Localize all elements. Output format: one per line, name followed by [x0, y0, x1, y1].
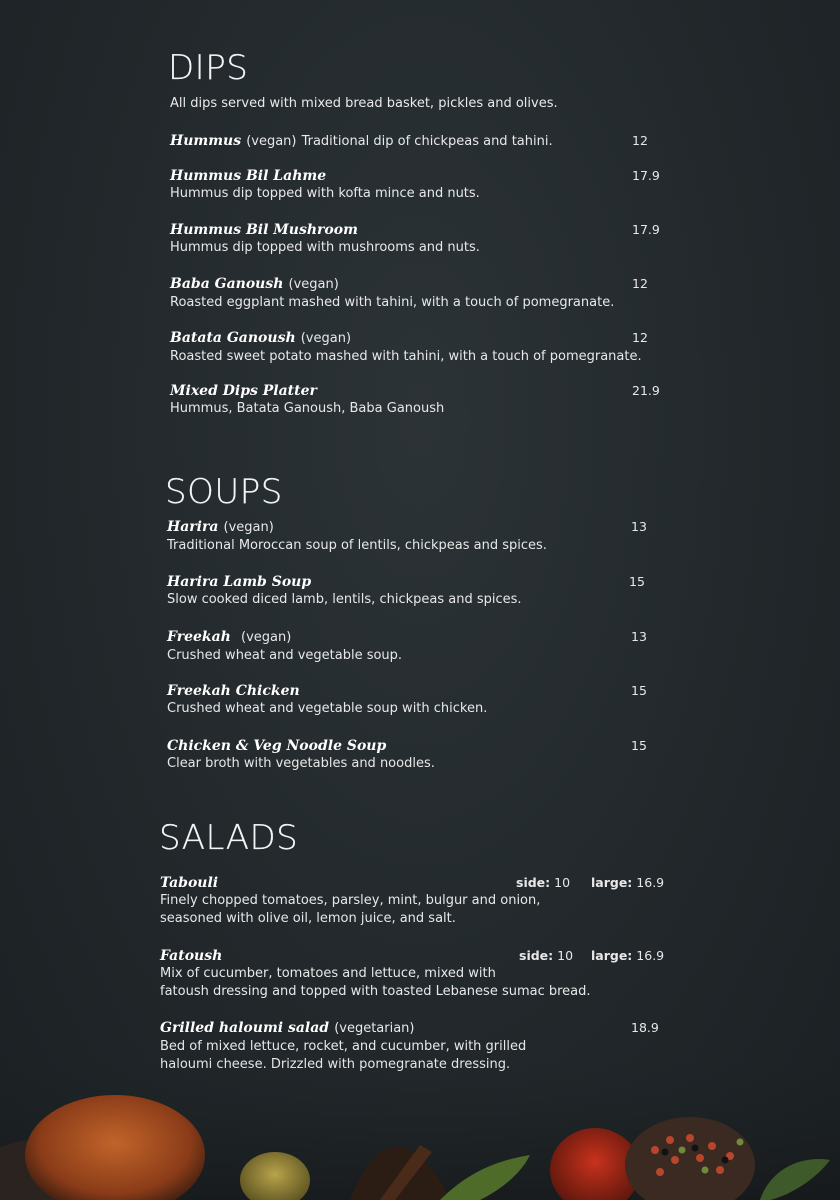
side-value: 10	[554, 875, 571, 890]
soups-heading: SOUPS	[165, 472, 283, 512]
item-description: Roasted sweet potato mashed with tahini, with a touch of pomegranate.	[170, 349, 642, 364]
item-description: Slow cooked diced lamb, lentils, chickpeas and spices.	[167, 592, 522, 607]
item-description: Finely chopped tomatoes, parsley, mint, bulgur and onion,	[160, 893, 541, 908]
item-name: Grilled haloumi salad	[160, 1020, 330, 1036]
side-label: side:	[516, 875, 551, 890]
item-description: seasoned with olive oil, lemon juice, and salt.	[160, 911, 456, 926]
large-label: large:	[591, 948, 633, 963]
dips-heading: DIPS	[168, 48, 249, 88]
item-price: 17.9	[632, 222, 660, 237]
item-name: Hummus Bil Lahme	[170, 168, 327, 184]
item-description: Crushed wheat and vegetable soup with chicken.	[167, 701, 488, 716]
item-name: Fatoush	[160, 948, 223, 964]
dips-intro: All dips served with mixed bread basket, pickles and olives.	[170, 96, 558, 111]
menu-item	[167, 681, 487, 718]
large-price	[591, 875, 664, 890]
menu-item	[167, 517, 547, 555]
item-name: Freekah Chicken	[167, 683, 300, 699]
item-description: Mix of cucumber, tomatoes and lettuce, mixed with	[160, 966, 496, 981]
item-name: Chicken & Veg Noodle Soup	[167, 738, 387, 754]
item-name: Hummus	[170, 133, 242, 149]
item-tag: (vegan)	[288, 277, 339, 292]
item-description: Traditional dip of chickpeas and tahini.	[301, 134, 553, 149]
item-price: 12	[632, 133, 648, 148]
item-price: 17.9	[632, 168, 660, 183]
item-name: Harira	[167, 519, 219, 535]
menu-item	[170, 131, 553, 151]
item-description: Traditional Moroccan soup of lentils, chickpeas and spices.	[167, 538, 547, 553]
item-tag: (vegan)	[223, 520, 274, 535]
large-label: large:	[591, 875, 633, 890]
item-name: Tabouli	[160, 875, 219, 891]
item-price: 12	[632, 330, 648, 345]
item-name: Freekah	[167, 629, 231, 645]
item-name: Batata Ganoush	[170, 330, 296, 346]
item-description: Clear broth with vegetables and noodles.	[167, 756, 435, 771]
menu-item	[160, 873, 540, 928]
item-price: 13	[631, 519, 647, 534]
item-description: Bed of mixed lettuce, rocket, and cucumber, with grilled	[160, 1039, 527, 1054]
item-description: Hummus dip topped with mushrooms and nuts.	[170, 240, 480, 255]
item-tag: (vegan)	[241, 630, 292, 645]
item-tag: (vegan)	[246, 134, 297, 149]
salads-heading: SALADS	[159, 818, 299, 858]
item-description: Roasted eggplant mashed with tahini, with a touch of pomegranate.	[170, 295, 615, 310]
side-price	[516, 875, 570, 890]
menu-item	[170, 220, 480, 257]
large-price	[591, 948, 664, 963]
side-label: side:	[519, 948, 554, 963]
item-tag: (vegetarian)	[334, 1021, 415, 1036]
large-value: 16.9	[636, 875, 665, 890]
item-description: Hummus dip topped with kofta mince and nuts.	[170, 186, 480, 201]
item-price: 15	[631, 738, 647, 753]
menu-item	[170, 381, 444, 418]
menu-item	[170, 328, 642, 366]
item-price: 15	[631, 683, 647, 698]
item-price: 15	[629, 574, 645, 589]
item-description: Hummus, Batata Ganoush, Baba Ganoush	[170, 401, 445, 416]
item-tag: (vegan)	[300, 331, 352, 346]
menu-item	[167, 736, 435, 773]
item-description: fatoush dressing and topped with toasted Lebanese sumac bread.	[160, 984, 591, 999]
menu-item	[170, 166, 480, 203]
item-price: 21.9	[632, 383, 660, 398]
item-name: Baba Ganoush	[170, 276, 284, 292]
item-price: 13	[631, 629, 647, 644]
item-name: Mixed Dips Platter	[170, 383, 317, 399]
spices-decoration	[0, 1060, 840, 1200]
side-price	[519, 948, 573, 963]
item-name: Harira Lamb Soup	[167, 574, 312, 590]
item-name: Hummus Bil Mushroom	[170, 222, 358, 238]
large-value: 16.9	[636, 948, 665, 963]
menu-item	[167, 572, 522, 609]
item-price: 12	[632, 276, 648, 291]
item-price: 18.9	[631, 1020, 659, 1035]
menu-item	[167, 627, 402, 665]
menu-item	[170, 274, 614, 312]
item-description: Crushed wheat and vegetable soup.	[167, 648, 403, 663]
side-value: 10	[557, 948, 574, 963]
